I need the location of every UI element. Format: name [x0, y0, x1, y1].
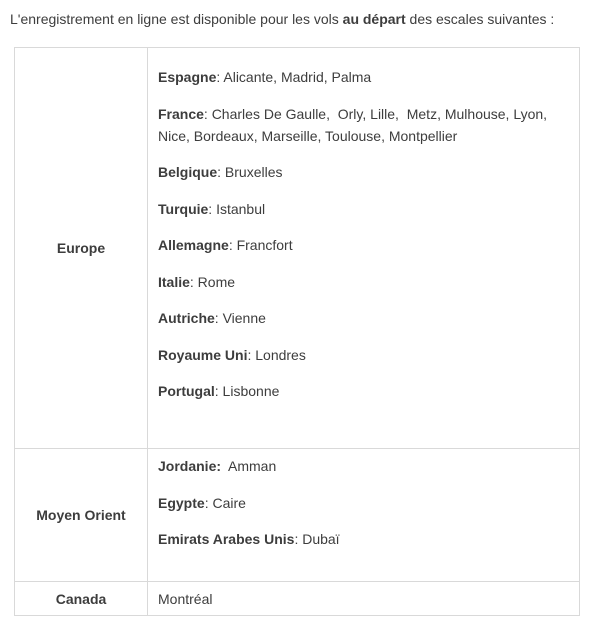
city-list: : Londres: [247, 346, 306, 363]
city-list: Amman: [221, 458, 277, 474]
destination-entry: [158, 492, 575, 514]
destination-entry: [158, 271, 575, 293]
country-label: Belgique: [158, 164, 218, 180]
destination-entry: [158, 380, 575, 402]
table-row-europe: [15, 48, 580, 449]
intro-text-bold: au départ: [342, 11, 406, 27]
country-label: Espagne: [158, 69, 217, 85]
destination-entry: [158, 103, 575, 147]
city-list: : Istanbul: [208, 200, 266, 217]
city-list: : Charles De Gaulle, Orly, Lille, Metz, Mulhouse, Lyon, Nice, Bordeaux, Marseille, Toulouse, Montpellier: [158, 105, 548, 144]
destination-entry: [158, 528, 575, 550]
country-label: Portugal: [158, 383, 215, 399]
country-label: Royaume Uni: [158, 346, 248, 363]
table-row-canada: [15, 582, 580, 616]
city-list: : Caire: [204, 494, 246, 511]
country-label: Autriche: [158, 310, 215, 326]
intro-text-before: L'enregistrement en ligne est disponible pour les vols: [10, 11, 343, 27]
destinations-cell-canada: [148, 582, 580, 616]
region-cell-europe: Europe: [15, 48, 148, 449]
city-list: : Alicante, Madrid, Palma: [216, 69, 372, 85]
city-list: : Francfort: [228, 237, 293, 253]
region-cell-canada: Canada: [15, 582, 148, 616]
table-row-moyen-orient: [15, 449, 580, 582]
country-label: Allemagne: [158, 237, 229, 253]
destinations-cell-moyen-orient: [148, 449, 580, 582]
destination-entry: [158, 198, 575, 220]
country-label: Jordanie:: [158, 458, 222, 474]
city-list: : Lisbonne: [214, 383, 280, 399]
city-list: : Rome: [189, 273, 236, 290]
city-list: : Vienne: [214, 310, 266, 326]
country-label: Emirats Arabes Unis: [158, 531, 295, 547]
intro-text-after: des escales suivantes :: [405, 11, 555, 27]
checkin-stations-table: [14, 47, 580, 616]
country-label: Turquie: [158, 200, 209, 217]
country-label: Italie: [158, 273, 190, 290]
region-cell-moyen-orient: Moyen Orient: [15, 449, 148, 582]
city-list: : Bruxelles: [217, 164, 283, 180]
city-list: : Dubaï: [294, 531, 340, 547]
country-label: France: [158, 105, 204, 122]
destination-entry: [158, 455, 575, 477]
country-label: Egypte: [158, 494, 205, 511]
destination-entry: [158, 66, 575, 88]
city-list: Montréal: [158, 590, 213, 607]
destination-entry: [158, 344, 575, 366]
intro-text: [10, 8, 595, 30]
destination-entry: [158, 234, 575, 256]
destinations-cell-europe: [148, 48, 580, 449]
destination-entry: [158, 161, 575, 183]
destination-entry: [158, 307, 575, 329]
